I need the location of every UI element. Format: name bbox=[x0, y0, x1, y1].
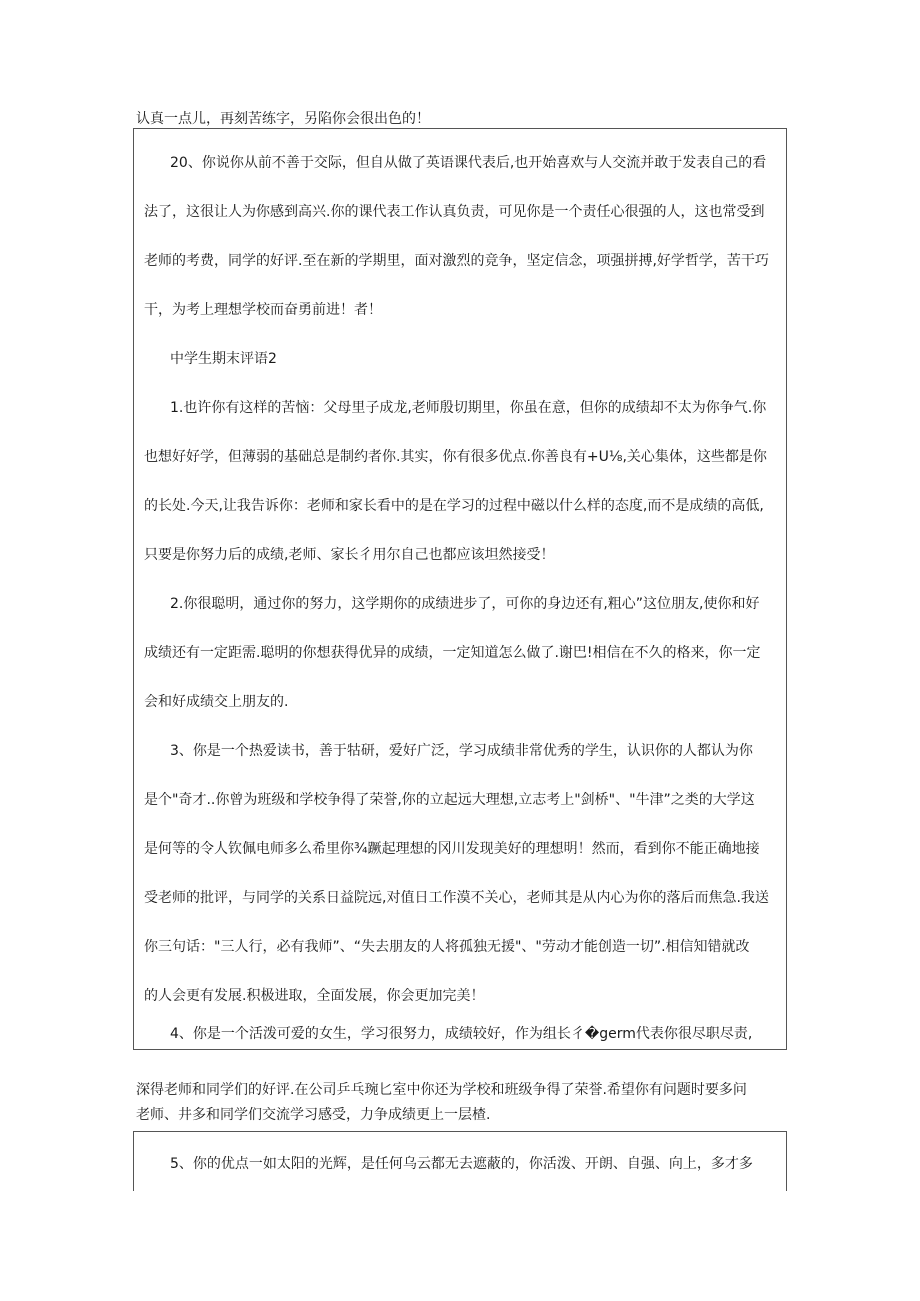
paragraph-line: 成绩还有一定距需.聪明的你想获得优异的成绩，一定知道怎么做了.谢巴!相信在不久的格来，你一定 bbox=[144, 645, 761, 661]
paragraph-line: 老师、井多和同学们交流学习感受，力争成绩更上一层楂. bbox=[136, 1107, 491, 1123]
paragraph-line: 认真一点儿，再刻苦练字，另陷你会很出色的！ bbox=[136, 111, 430, 127]
paragraph-line: 只要是你努力后的成绩,老师、家长彳用尔自己也都应该坦然接受！ bbox=[144, 547, 555, 563]
paragraph-line: 受老师的批评，与同学的关系日益院远,对值日工作漠不关心，老师其是从内心为你的落后而焦急.我送 bbox=[144, 890, 769, 906]
paragraph-line: 1.也许你有这样的苦恼：父母里子成龙,老师殷切期里，你虽在意，但你的成绩却不太为你争气.你 bbox=[170, 400, 767, 416]
paragraph-line: 3、你是一个热爱读书，善于牯研，爱好广泛，学习成绩非常优秀的学生，认识你的人都认为你 bbox=[170, 743, 753, 759]
paragraph-line: 是何等的令人钦佩电师多么希里你¾蹶起理想的冈川发现美好的理想明！然而，看到你不能正确地接 bbox=[144, 841, 760, 857]
paragraph-line: 会和好成绩交上朋友的. bbox=[144, 694, 289, 710]
comment-box bbox=[133, 1131, 787, 1191]
paragraph-line: 4、你是一个活泼可爱的女生，学习很努力，成绩较好，作为组长彳�germ代表你很尽职尽责, bbox=[170, 1026, 753, 1042]
paragraph-line: 干，为考上理想学校而奋勇前进！者！ bbox=[144, 302, 382, 318]
paragraph-line: 2.你很聪明，通过你的努力，这学期你的成绩进步了，可你的身边还有,粗心”这位朋友,使你和好 bbox=[170, 596, 760, 612]
comment-box bbox=[133, 128, 787, 1050]
paragraph-line: 20、你说你从前不善于交际，但自从做了英语课代表后,也开始喜欢与人交流并敢于发表自己的看 bbox=[170, 155, 767, 171]
paragraph-line: 你三句话："三人行，必有我师”、“失去朋友的人将孤独无援"、"劳动才能创造一切”.相信知错就改 bbox=[144, 939, 750, 955]
paragraph-line: 也想好好学，但薄弱的基础总是制约者你.其实，你有很多优点.你善良有+U⅛,关心集体，这些都是你 bbox=[144, 449, 767, 465]
paragraph-line: 的长处.今天,让我告诉你：老师和家长看中的是在学习的过程中磁以什么样的态度,而不是成绩的高低, bbox=[144, 498, 764, 514]
paragraph-line: 老师的考费，同学的好评.至在新的学期里，面对激烈的竞争，坚定信念，项强拼搏,好学哲学，苦干巧 bbox=[144, 253, 769, 269]
paragraph-line: 是个"奇才..你曾为班级和学校争得了荣誉,你的立起远大理想,立志考上"剑桥"、"牛津”之类的大学这 bbox=[144, 792, 755, 808]
paragraph-line: 的人会更有发展.积极进取，全面发展，你会更加完美！ bbox=[144, 988, 485, 1004]
paragraph-line: 5、你的优点一如太阳的光辉，是任何乌云都无去遮蔽的，你活泼、开朗、自强、向上，多才多 bbox=[170, 1156, 753, 1172]
section-heading: 中学生期末评语2 bbox=[170, 351, 277, 367]
paragraph-line: 深得老师和同学们的好评.在公司乒乓琬匕室中你还为学校和班级争得了荣誉.希望你有问题时要多问 bbox=[136, 1082, 747, 1098]
paragraph-line: 法了，这很让人为你感到高兴.你的课代表工作认真负责，可见你是一个责任心很强的人，这也常受到 bbox=[144, 204, 765, 220]
